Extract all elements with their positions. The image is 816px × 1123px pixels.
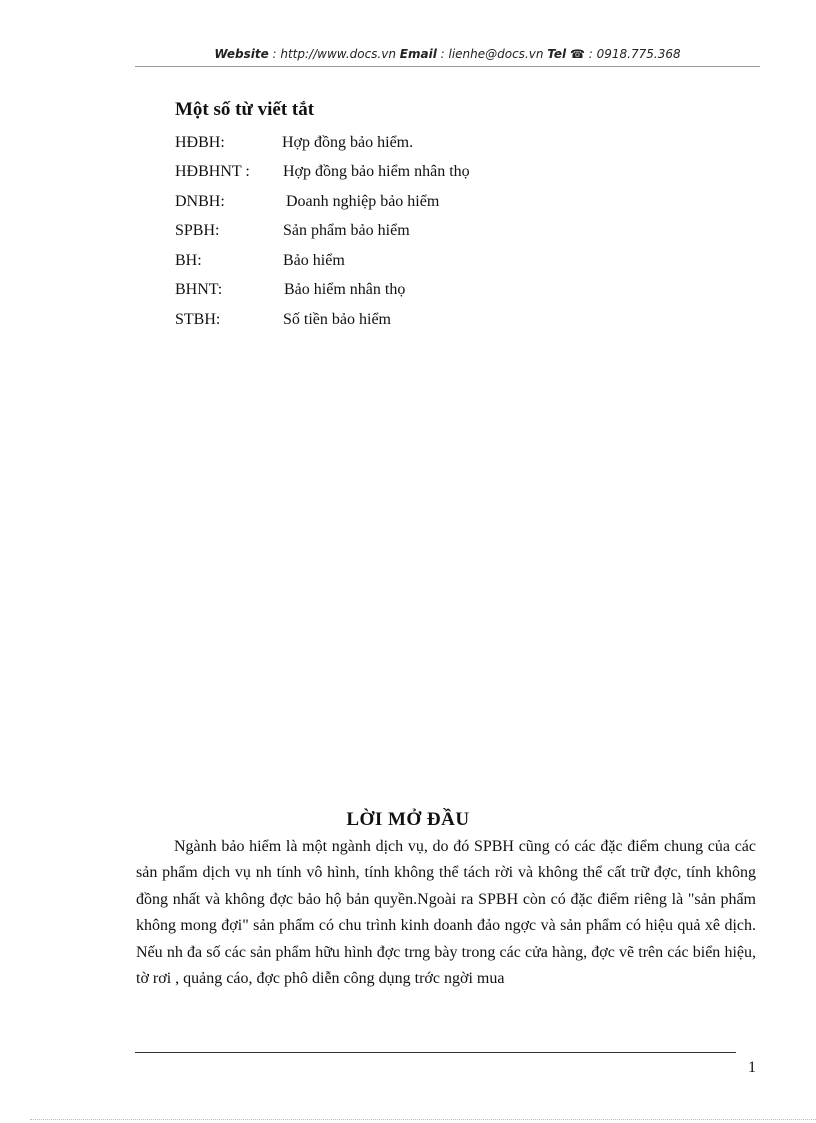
abbreviation-key: STBH:: [175, 311, 221, 328]
abbreviation-key: HĐBH:: [175, 134, 225, 151]
abbreviation-key: BHNT:: [175, 281, 223, 298]
email-text: : lienhe@docs.vn: [436, 47, 548, 61]
abbreviation-key: DNBH:: [175, 193, 225, 210]
abbreviation-row: [175, 162, 470, 182]
email-label: Email: [399, 47, 437, 61]
abbreviation-row: [175, 133, 414, 153]
website-label: Website: [214, 47, 269, 61]
tel-text: : 0918.775.368: [584, 47, 681, 61]
abbreviation-value: Bảo hiểm nhân thọ: [284, 281, 406, 298]
website-text: : http://www.docs.vn: [268, 47, 400, 61]
abbreviation-value: Số tiền bảo hiểm: [283, 311, 391, 328]
abbreviation-key: SPBH:: [175, 222, 220, 239]
footer-divider: [135, 1052, 736, 1053]
intro-paragraph: Ngành bảo hiểm là một ngành dịch vụ, do đó SPBH cũng có các đặc điểm chung của các sản phẩm dịch vụ nh tính vô hình, tính không thể tách rời và không thể cất trữ đợc, tính không đồng nhất và không đợc bảo hộ bản quyền.Ngoài ra SPBH còn có đặc điểm riêng là "sản phẩm không mong đợi" sản phẩm có chu trình kinh doanh đảo ngợc và sản phẩm có hiệu quả xê dịch. Nếu nh đa số các sản phẩm hữu hình đợc trng bày trong các cửa hàng, đợc vẽ trên các biển hiệu, tờ rơi , quảng cáo, đợc phô diễn công dụng trớc ngời mua: [136, 838, 756, 988]
abbreviation-row: [175, 251, 345, 271]
section-title: LỜI MỞ ĐẦU: [346, 809, 470, 830]
abbreviations-title: Một số từ viết tắt: [175, 99, 315, 120]
page-header: [135, 47, 760, 61]
abbreviation-key: BH:: [175, 252, 202, 269]
phone-icon: ☎: [570, 47, 585, 61]
page-bottom-border: [30, 1119, 816, 1120]
abbreviation-row: [175, 221, 410, 241]
tel-label: Tel: [547, 47, 567, 61]
abbreviation-row: [175, 280, 406, 300]
abbreviation-value: Sản phẩm bảo hiểm: [283, 222, 410, 239]
abbreviation-value: Hợp đồng bảo hiểm nhân thọ: [283, 163, 470, 180]
abbreviation-value: Doanh nghiệp bảo hiểm: [286, 193, 440, 210]
abbreviation-row: [175, 310, 391, 330]
header-divider: [135, 66, 760, 67]
abbreviation-value: Hợp đồng bảo hiểm.: [282, 134, 414, 151]
abbreviation-key: HĐBHNT :: [175, 163, 250, 180]
page-number: 1: [748, 1059, 756, 1076]
abbreviation-row: [175, 192, 440, 212]
abbreviation-value: Bảo hiểm: [283, 252, 345, 269]
